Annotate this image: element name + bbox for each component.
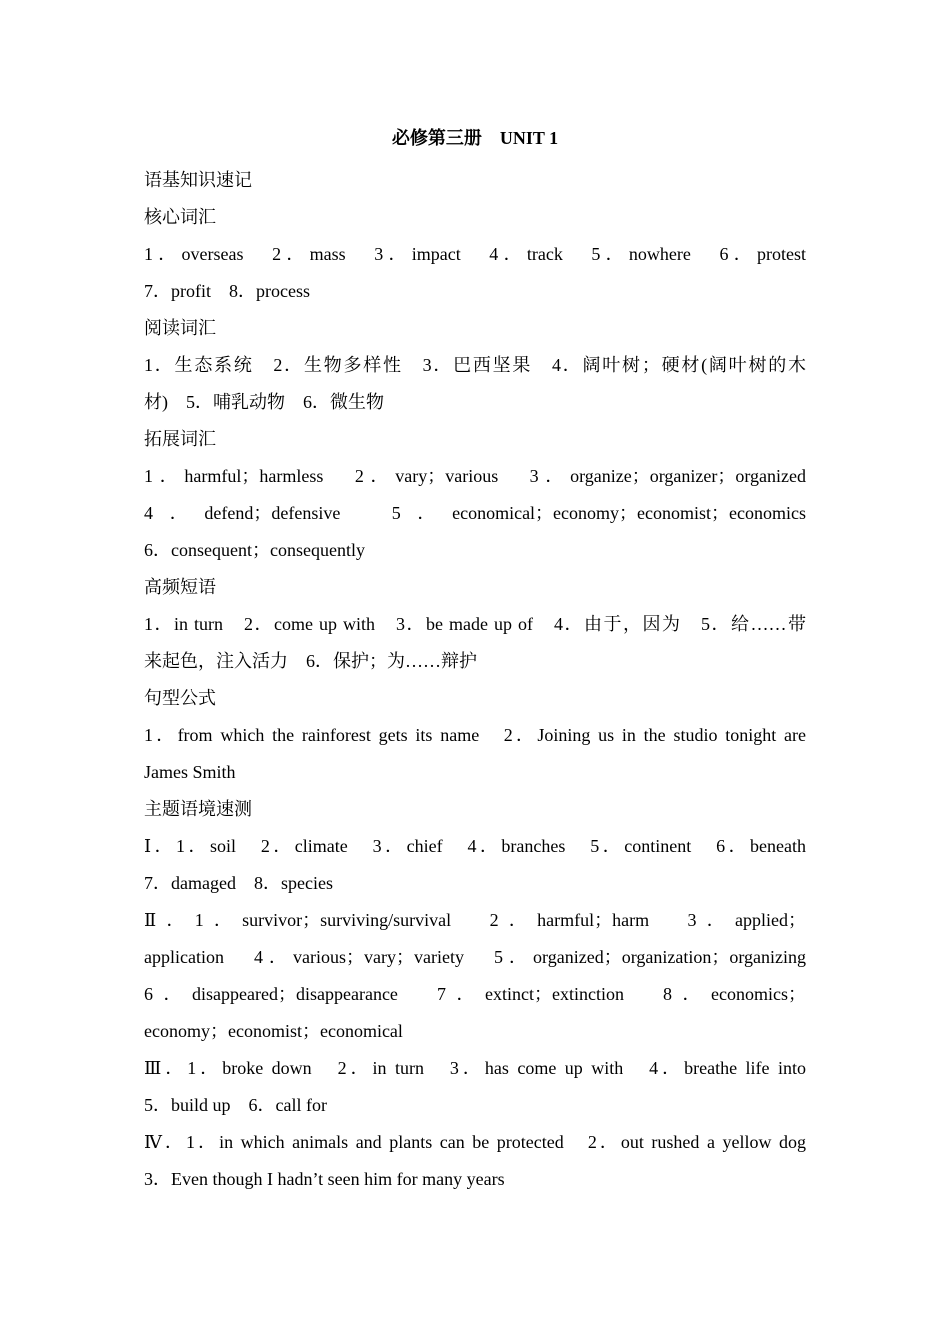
core-vocab-line: 1．overseas 2．mass 3．impact 4．track 5．nowhere 6．protest bbox=[144, 244, 806, 264]
phrases-line: 1．in turn 2．come up with 3．be made up of 4．由于，因为 5．给……带 bbox=[144, 614, 806, 634]
extended-vocab-line: 4．defend；defensive 5．economical；economy；economist；economics bbox=[144, 503, 806, 523]
theme-test-line: 5．build up 6．call for bbox=[144, 1095, 327, 1115]
theme-test-line: application 4．various；vary；variety 5．organized；organization；organizing bbox=[144, 947, 806, 967]
section-heading-core-vocab: 核心词汇 bbox=[144, 207, 216, 228]
theme-test-line: 3．Even though I hadn’t seen him for many years bbox=[144, 1169, 505, 1189]
theme-test-line: Ⅳ．1．in which animals and plants can be protected 2．out rushed a yellow dog bbox=[144, 1132, 806, 1152]
section-heading-yuji: 语基知识速记 bbox=[144, 170, 252, 191]
theme-test-line: Ⅲ．1．broke down 2．in turn 3．has come up with 4．breathe life into bbox=[144, 1058, 806, 1078]
section-heading-sentence-patterns: 句型公式 bbox=[144, 688, 216, 709]
theme-test-line: Ⅰ．1．soil 2．climate 3．chief 4．branches 5．continent 6．beneath bbox=[144, 836, 806, 856]
section-heading-extended-vocab: 拓展词汇 bbox=[144, 429, 216, 450]
theme-test-line: Ⅱ．1．survivor；surviving/survival 2．harmful；harm 3．applied； bbox=[144, 910, 806, 930]
reading-vocab-line: 材) 5．哺乳动物 6．微生物 bbox=[144, 392, 384, 412]
section-heading-phrases: 高频短语 bbox=[144, 577, 216, 598]
extended-vocab-line: 1．harmful；harmless 2．vary；various 3．organize；organizer；organized bbox=[144, 466, 806, 486]
document-body bbox=[144, 162, 806, 1198]
reading-vocab-line: 1．生态系统 2．生物多样性 3．巴西坚果 4．阔叶树；硬材(阔叶树的木 bbox=[144, 355, 806, 375]
section-heading-reading-vocab: 阅读词汇 bbox=[144, 318, 216, 339]
phrases-line: 来起色，注入活力 6．保护；为……辩护 bbox=[144, 651, 477, 671]
core-vocab-line: 7．profit 8．process bbox=[144, 281, 310, 301]
theme-test-line: 6．disappeared；disappearance 7．extinct；extinction 8．economics； bbox=[144, 984, 806, 1004]
theme-test-line: economy；economist；economical bbox=[144, 1021, 403, 1041]
theme-test-line: 7．damaged 8．species bbox=[144, 873, 333, 893]
section-heading-theme-test: 主题语境速测 bbox=[144, 799, 252, 820]
page-title: 必修第三册 UNIT 1 bbox=[391, 128, 559, 148]
extended-vocab-line: 6．consequent；consequently bbox=[144, 540, 365, 560]
sentence-patterns-line: 1．from which the rainforest gets its name 2．Joining us in the studio tonight are bbox=[144, 725, 806, 745]
sentence-patterns-line: James Smith bbox=[144, 762, 236, 782]
